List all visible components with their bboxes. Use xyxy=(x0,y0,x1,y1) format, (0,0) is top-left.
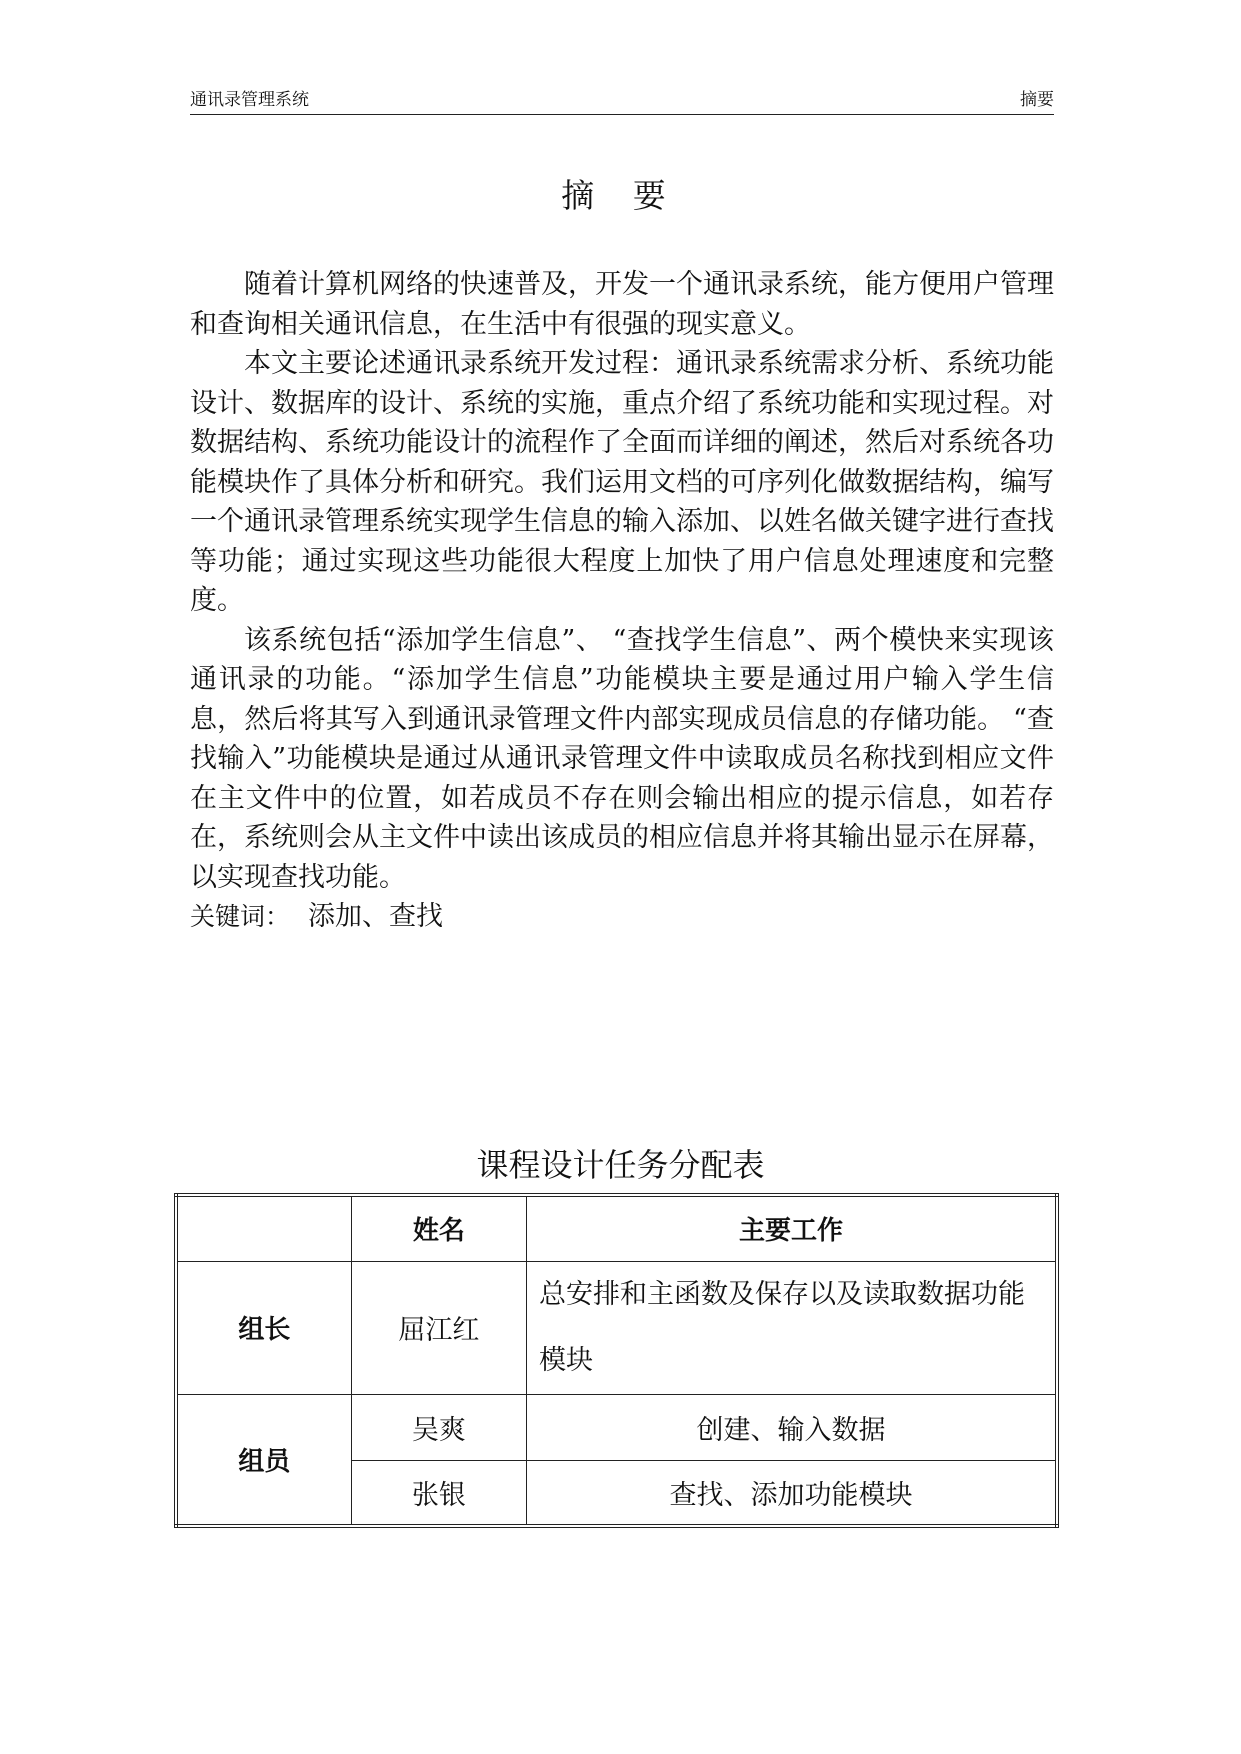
role-cell-leader: 组长 xyxy=(176,1261,351,1394)
header-cell-work: 主要工作 xyxy=(526,1195,1057,1261)
header-section-name: 摘要 xyxy=(1020,90,1054,110)
header-doc-title: 通讯录管理系统 xyxy=(190,90,309,110)
abstract-paragraph-3: 该系统包括“添加学生信息”、 “查找学生信息”、两个模快来实现该通讯录的功能。“添加学生信息”功能模块主要是通过用户输入学生信息，然后将其写入到通讯录管理文件内部实现成员信息的存储功能。 “查找输入”功能模块是通过从通讯录管理文件中读取成员名称找到相应文件在主文件中的位置，如若成员不存在则会输出相应的提示信息，如若存在，系统则会从主文件中读出该成员的相应信息并将其输出显示在屏幕，以实现查找功能。 xyxy=(190,624,1054,893)
work-cell-leader: 总安排和主函数及保存以及读取数据功能模块 xyxy=(526,1261,1057,1394)
abstract-paragraph-1: 随着计算机网络的快速普及，开发一个通讯录系统，能方便用户管理和查询相关通讯信息，在生活中有很强的现实意义。 xyxy=(190,269,1054,340)
abstract-body xyxy=(190,265,1054,937)
header-cell-name: 姓名 xyxy=(351,1195,526,1261)
table-row-member-1 xyxy=(176,1394,1057,1460)
role-cell-members: 组员 xyxy=(176,1394,351,1526)
task-table-title: 课程设计任务分配表 xyxy=(476,1146,765,1184)
keywords-line xyxy=(190,897,1054,937)
page-header xyxy=(190,90,1054,115)
abstract-paragraph-2: 本文主要论述通讯录系统开发过程：通讯录系统需求分析、系统功能设计、数据库的设计、系统的实施，重点介绍了系统功能和实现过程。对数据结构、系统功能设计的流程作了全面而详细的阐述，然后对系统各功能模块作了具体分析和研究。我们运用文档的可序列化做数据结构，编写一个通讯录管理系统实现学生信息的输入添加、以姓名做关键字进行查找等功能；通过实现这些功能很大程度上加快了用户信息处理速度和完整度。 xyxy=(190,348,1054,616)
header-cell-blank xyxy=(176,1195,351,1261)
work-cell-member-2: 查找、添加功能模块 xyxy=(526,1460,1057,1526)
keywords-value: 添加、查找 xyxy=(308,901,444,932)
task-assignment-table xyxy=(174,1193,1059,1528)
work-cell-member-1: 创建、输入数据 xyxy=(526,1394,1057,1460)
table-header-row xyxy=(176,1195,1057,1261)
abstract-title: 摘 要 xyxy=(561,176,680,215)
name-cell-leader: 屈江红 xyxy=(351,1261,526,1394)
name-cell-member-1: 吴爽 xyxy=(351,1394,526,1460)
keywords-label: 关键词： xyxy=(190,902,291,931)
name-cell-member-2: 张银 xyxy=(351,1460,526,1526)
table-row-leader xyxy=(176,1261,1057,1394)
